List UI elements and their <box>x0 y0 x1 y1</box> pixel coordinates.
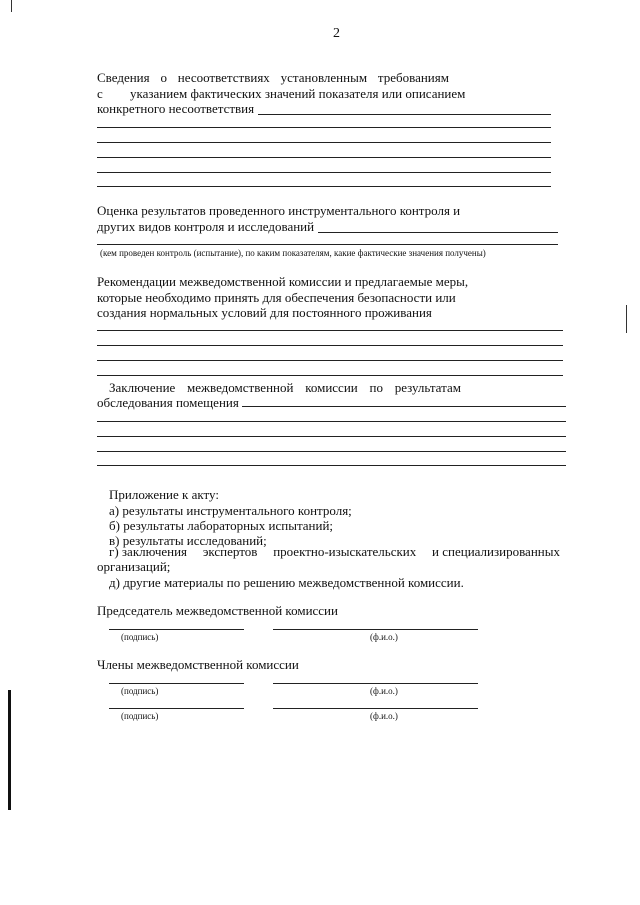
section4-word: по <box>369 380 383 395</box>
appendix-item-d-cont: организаций; <box>97 559 171 574</box>
section4-line2: обследования помещения <box>97 395 239 410</box>
members-label: Члены межведомственной комиссии <box>97 657 299 672</box>
fill-line[interactable] <box>97 421 566 422</box>
appendix-item-d-word: проектно-изыскательских <box>273 544 417 559</box>
member2-signature-caption: (подпись) <box>121 711 159 721</box>
section1-word: Сведения <box>97 70 150 85</box>
section2-line2: других видов контроля и исследований <box>97 219 315 234</box>
chairman-label: Председатель межведомственной комиссии <box>97 603 338 618</box>
fill-line[interactable] <box>97 244 558 245</box>
section4-line1 <box>109 380 461 395</box>
fill-line[interactable] <box>242 406 566 407</box>
fill-line[interactable] <box>97 436 566 437</box>
fill-line[interactable] <box>97 375 563 376</box>
fill-line[interactable] <box>97 451 566 452</box>
page-number: 2 <box>333 26 340 41</box>
member1-signature-caption: (подпись) <box>121 686 159 696</box>
section4-word: комиссии <box>305 380 358 395</box>
fill-line[interactable] <box>97 330 563 331</box>
fill-line[interactable] <box>97 465 566 466</box>
chairman-signature-caption: (подпись) <box>121 632 159 642</box>
member1-name-line[interactable] <box>273 683 478 684</box>
section3-line2: которые необходимо принять для обеспечения безопасности или <box>97 290 456 305</box>
appendix-item-d-word: экспертов <box>202 544 258 559</box>
appendix-item-d-word: и специализированных <box>432 544 560 559</box>
section1-line2: указанием фактических значений показателя или описанием <box>130 86 466 101</box>
scan-edge-mark <box>626 305 627 333</box>
chairman-name-line[interactable] <box>273 629 478 630</box>
chairman-signature-line[interactable] <box>109 629 244 630</box>
section2-line1: Оценка результатов проведенного инструментального контроля и <box>97 203 461 218</box>
member1-name-caption: (ф.и.о.) <box>370 686 398 696</box>
fill-line[interactable] <box>97 172 551 173</box>
section1-word: установленным <box>280 70 368 85</box>
section3-line1: Рекомендации межведомственной комиссии и предлагаемые меры, <box>97 274 469 289</box>
section3-line3: создания нормальных условий для постоянного проживания <box>97 305 432 320</box>
appendix-item-b: б) результаты лабораторных испытаний; <box>109 518 334 533</box>
section1-word: требованиям <box>377 70 449 85</box>
fill-line[interactable] <box>97 157 551 158</box>
appendix-item-a: а) результаты инструментального контроля; <box>109 503 352 518</box>
section1-word: о <box>160 70 167 85</box>
appendix-item-d-word: г) заключения <box>109 544 188 559</box>
fill-line[interactable] <box>97 142 551 143</box>
appendix-title: Приложение к акту: <box>109 487 219 502</box>
fill-line[interactable] <box>97 186 551 187</box>
member2-name-caption: (ф.и.о.) <box>370 711 398 721</box>
member1-signature-line[interactable] <box>109 683 244 684</box>
appendix-item-e: д) другие материалы по решению межведомственной комиссии. <box>109 575 464 590</box>
member2-name-line[interactable] <box>273 708 478 709</box>
section1-word: несоответствиях <box>177 70 270 85</box>
section4-word: Заключение <box>109 380 176 395</box>
scan-edge-mark <box>11 0 12 12</box>
scan-edge-mark <box>8 690 11 810</box>
member2-signature-line[interactable] <box>109 708 244 709</box>
fill-line[interactable] <box>318 232 558 233</box>
appendix-item-d <box>109 544 560 559</box>
section1-line3: конкретного несоответствия <box>97 101 255 116</box>
fill-line[interactable] <box>97 127 551 128</box>
fill-line[interactable] <box>97 345 563 346</box>
section4-word: результатам <box>394 380 461 395</box>
section1-line1 <box>97 70 449 85</box>
section1-line2-prefix: с <box>97 86 103 101</box>
fill-line[interactable] <box>258 114 551 115</box>
section2-caption: (кем проведен контроль (испытание), по каким показателям, какие фактические значения получены) <box>100 248 486 258</box>
section4-word: межведомственной <box>187 380 294 395</box>
appendix-item-c: в) результаты исследований; <box>109 533 267 548</box>
fill-line[interactable] <box>97 360 563 361</box>
chairman-name-caption: (ф.и.о.) <box>370 632 398 642</box>
